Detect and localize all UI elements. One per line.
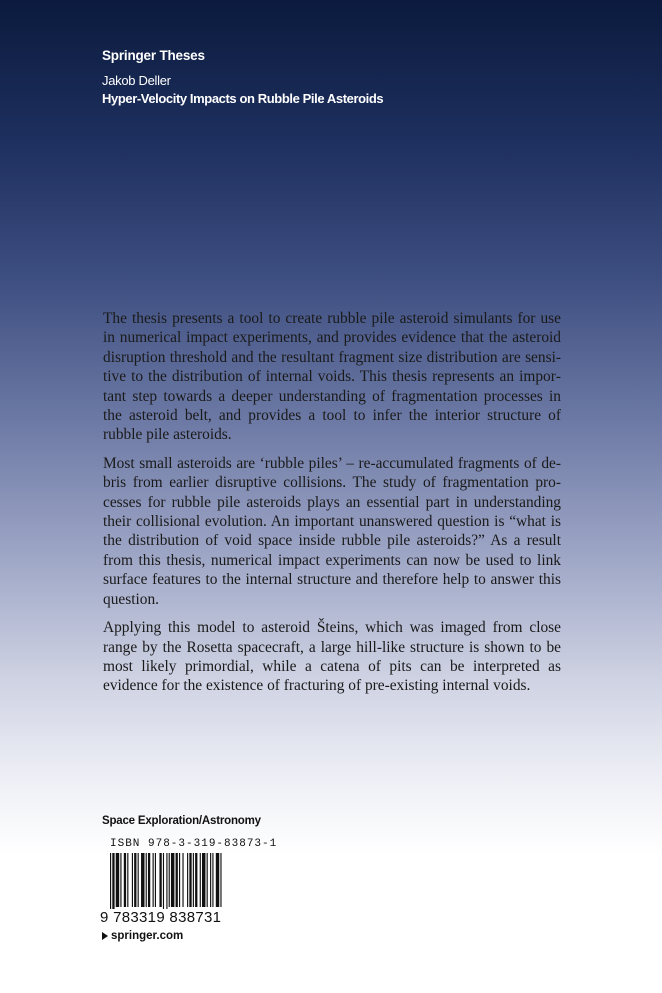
barcode-bar bbox=[148, 853, 150, 907]
barcode-bar bbox=[120, 853, 121, 907]
barcode-bar bbox=[159, 853, 161, 907]
publisher-website[interactable] bbox=[102, 930, 183, 942]
barcode-bar bbox=[116, 853, 119, 907]
book-title: Hyper-Velocity Impacts on Rubble Pile Asteroids bbox=[102, 91, 384, 106]
barcode-icon bbox=[100, 853, 272, 909]
barcode-bar bbox=[110, 853, 111, 909]
barcode-bar bbox=[166, 853, 167, 909]
isbn-label: ISBN 978-3-319-83873-1 bbox=[110, 838, 278, 850]
barcode-bar bbox=[189, 853, 191, 907]
barcode-bar bbox=[202, 853, 205, 907]
arrow-right-icon bbox=[102, 932, 108, 940]
barcode-bar bbox=[179, 853, 180, 907]
subject-category: Space Exploration/Astronomy bbox=[102, 815, 261, 827]
barcode-bar bbox=[195, 853, 197, 907]
barcode-bar bbox=[141, 853, 144, 907]
barcode-bar bbox=[220, 853, 221, 907]
website-label: springer.com bbox=[111, 930, 184, 942]
barcode-bar bbox=[132, 853, 133, 907]
book-description bbox=[103, 309, 561, 705]
barcode-bar bbox=[182, 853, 183, 907]
barcode-digits: 9 783319 838731 bbox=[100, 909, 222, 926]
barcode-bar bbox=[176, 853, 178, 907]
barcode-bar bbox=[155, 853, 156, 907]
barcode-bar bbox=[200, 853, 201, 907]
barcode-bar bbox=[138, 853, 139, 907]
barcode-bar bbox=[153, 853, 154, 907]
barcode-bar bbox=[112, 853, 114, 909]
barcode-bar bbox=[163, 853, 164, 909]
description-paragraph-3: Applying this model to asteroid Šteins, which was imaged from close range by the Rosetta spacecraft, a large hill-like structure is shown to be most likely primordial, while a catena of pits can be interpreted as evidence for the existence of fracturing of pre-existing internal voids. bbox=[103, 619, 561, 695]
barcode-bar bbox=[210, 853, 211, 907]
barcode-bar bbox=[216, 853, 219, 907]
barcode-bar bbox=[171, 853, 174, 907]
description-paragraph-2: Most small asteroids are ‘rubble piles’ – re-accumulated fragments of debris from earlier disruptive collisions. The study of fragmentation processes for rubble pile asteroids plays an essential part in understanding their collisional evolution. An important unanswered question is “what is the distribution of void space inside rubble pile asteroids?” As a result from this thesis, numerical impact experiments can now be used to link surface features to the internal structure and therefore help to answer this question. bbox=[103, 454, 561, 608]
barcode-bar bbox=[187, 853, 188, 907]
barcode-bar bbox=[146, 853, 147, 907]
barcode-bar bbox=[169, 853, 170, 907]
barcode-bar bbox=[134, 853, 136, 907]
author-name: Jakob Deller bbox=[102, 73, 171, 88]
series-name: Springer Theses bbox=[102, 48, 205, 63]
barcode-bar bbox=[212, 853, 213, 907]
barcode-bar bbox=[193, 853, 194, 907]
description-paragraph-1: The thesis presents a tool to create rubble pile asteroid simulants for use in numerical impact experiments, and provides evidence that the asteroid disruption threshold and the resultant fragment size distribution are sensitive to the distribution of internal voids. This thesis represents an important step towards a deeper understanding of fragmentation processes in the asteroid belt, and provides a tool to infer the interior structure of rubble pile asteroids. bbox=[103, 310, 561, 444]
barcode-block bbox=[100, 838, 276, 928]
barcode-bar bbox=[127, 853, 128, 907]
barcode-bar bbox=[124, 853, 126, 907]
barcode-bar bbox=[207, 853, 208, 907]
